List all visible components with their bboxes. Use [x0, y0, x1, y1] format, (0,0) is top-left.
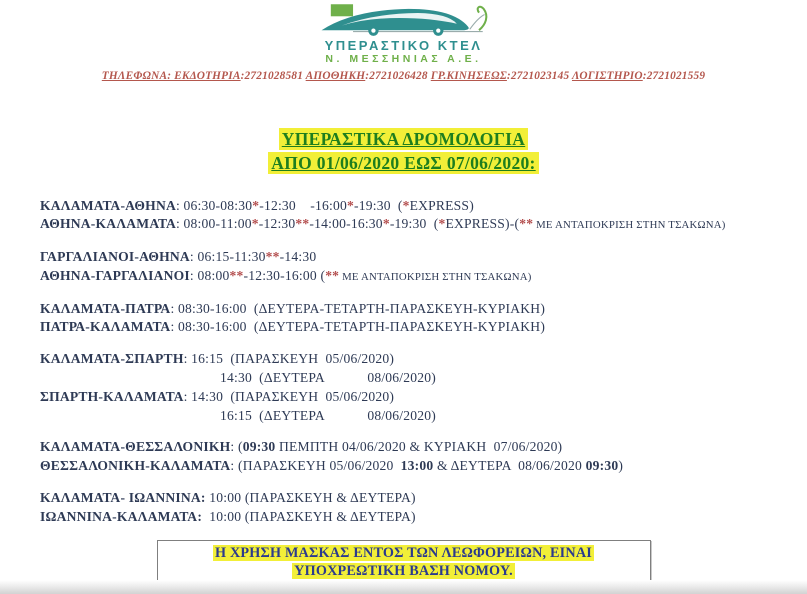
- phone-segment: :2721028581: [240, 69, 306, 82]
- express-asterisk: *: [347, 197, 354, 213]
- org-subname: Ν. ΜΕΣΣΗΝΙΑΣ Α.Ε.: [325, 53, 482, 65]
- express-asterisk: **: [295, 216, 310, 232]
- schedule-text: : 06:15-11:30: [189, 249, 266, 265]
- schedule-line: [40, 248, 807, 267]
- schedule-text: EXPRESS): [409, 197, 474, 213]
- schedule: [0, 197, 807, 527]
- schedule-text: -14:00-16:30: [309, 216, 383, 232]
- phone-segment: :2721021559: [642, 69, 706, 82]
- schedule-line: [40, 300, 807, 319]
- notice-line-2: [162, 562, 646, 581]
- schedule-text: -19:30 (: [389, 216, 439, 232]
- schedule-block: [40, 350, 807, 425]
- express-asterisk: *: [252, 197, 260, 213]
- schedule-text: : 14:30 (ΠΑΡΑΣΚΕΥΗ 05/06/2020): [183, 388, 395, 404]
- schedule-block: [40, 197, 807, 236]
- route-label: 09:30: [242, 439, 276, 455]
- schedule-line: [40, 318, 807, 337]
- schedule-line: [40, 438, 807, 457]
- schedule-text: : 08:30-16:00 (ΔΕΥΤΕΡΑ-ΤΕΤΑΡΤΗ-ΠΑΡΑΣΚΕΥΗ-ΚΥΡΙΑΚΗ): [170, 319, 546, 335]
- route-label: ΚΑΛΑΜΑΤΑ- ΙΩΑΝΝΙΝΑ:: [40, 490, 206, 506]
- header: [0, 0, 807, 65]
- express-asterisk: *: [438, 216, 446, 232]
- schedule-line: [40, 215, 807, 235]
- mask-notice-box: [157, 540, 651, 586]
- express-asterisk: **: [229, 267, 244, 283]
- express-asterisk: *: [382, 216, 390, 232]
- org-name: ΥΠΕΡΑΣΤΙΚΟ ΚΤΕΛ: [324, 38, 483, 53]
- schedule-text: -12:30-16:00 (: [243, 267, 326, 283]
- route-label: ΘΕΣΣΑΛΟΝΙΚΗ-ΚΑΛΑΜΑΤΑ: [40, 458, 231, 474]
- schedule-text: ): [618, 458, 624, 474]
- notice-text-1: Η ΧΡΗΣΗ ΜΑΣΚΑΣ ΕΝΤΟΣ ΤΩΝ ΛΕΩΦΟΡΕΙΩΝ, ΕΙΝΑΙ: [214, 544, 593, 561]
- schedule-block: [40, 489, 807, 527]
- route-label: 09:30: [585, 458, 619, 474]
- schedule-text: : 08:00: [189, 267, 230, 283]
- schedule-text: -14:30: [279, 249, 317, 265]
- schedule-text: : 06:30-08:30: [175, 197, 253, 213]
- schedule-text: : 08:30-16:00 (ΔΕΥΤΕΡΑ-ΤΕΤΑΡΤΗ-ΠΑΡΑΣΚΕΥΗ-ΚΥΡΙΑΚΗ): [170, 300, 546, 316]
- schedule-text: ΜΕ ΑΝΤΑΠΟΚΡΙΣΗ ΣΤΗΝ ΤΣΑΚΩΝΑ): [533, 219, 726, 232]
- route-label: ΣΠΑΡΤΗ-ΚΑΛΑΜΑΤΑ: [40, 388, 184, 404]
- bus-logo-icon: [316, 2, 492, 38]
- express-asterisk: **: [265, 249, 280, 265]
- route-label: ΠΑΤΡΑ-ΚΑΛΑΜΑΤΑ: [40, 319, 171, 335]
- express-asterisk: *: [251, 216, 259, 232]
- route-label: ΚΑΛΑΜΑΤΑ-ΣΠΑΡΤΗ: [40, 351, 184, 367]
- schedule-block: [40, 300, 807, 338]
- route-label: ΚΑΛΑΜΑΤΑ-ΑΘΗΝΑ: [40, 197, 176, 213]
- phone-segment: ΓΡ.ΚΙΝΗΣΕΩΣ: [430, 69, 507, 82]
- schedule-text: : (ΠΑΡΑΣΚΕΥΗ 05/06/2020: [230, 458, 401, 474]
- route-label: 13:00: [400, 458, 434, 474]
- schedule-line: [40, 407, 807, 426]
- phone-segment: ΤΗΛΕΦΩΝΑ: ΕΚΔΟΤΗΡΙΑ: [101, 69, 241, 82]
- schedule-text: -12:30 -16:00: [259, 197, 347, 213]
- schedule-text: : 16:15 (ΠΑΡΑΣΚΕΥΗ 05/06/2020): [183, 351, 395, 367]
- schedule-text: 10:00 (ΠΑΡΑΣΚΕΥΗ & ΔΕΥΤΕΡΑ): [202, 508, 416, 524]
- schedule-line: [40, 197, 807, 216]
- route-label: ΙΩΑΝΝΙΝΑ-ΚΑΛΑΜΑΤΑ:: [40, 508, 203, 524]
- logo-green-block: [330, 4, 352, 16]
- schedule-text: ΠΕΜΠΤΗ 04/06/2020 & ΚΥΡΙΑΚΗ 07/06/2020): [275, 439, 563, 455]
- phone-segment: :2721026428: [365, 69, 431, 82]
- schedule-line: [40, 388, 807, 407]
- schedule-line: [40, 267, 807, 287]
- schedule-text: 16:15 (ΔΕΥΤΕΡΑ 08/06/2020): [220, 407, 436, 423]
- title-text-2: ΑΠΟ 01/06/2020 ΕΩΣ 07/06/2020:: [268, 152, 538, 174]
- schedule-text: EXPRESS)-(: [445, 216, 520, 232]
- route-label: ΚΑΛΑΜΑΤΑ-ΠΑΤΡΑ: [40, 300, 171, 316]
- schedule-block: [40, 248, 807, 287]
- phone-segment: ΑΠΟΘΗΚΗ: [305, 69, 366, 82]
- title-text-1: ΥΠΕΡΑΣΤΙΚΑ ΔΡΟΜΟΛΟΓΙΑ: [279, 128, 528, 150]
- schedule-text: 14:30 (ΔΕΥΤΕΡΑ 08/06/2020): [220, 370, 436, 386]
- phone-segment: ΛΟΓΙΣΤΗΡΙΟ: [571, 69, 643, 82]
- phone-segment: :2721023145: [506, 69, 572, 82]
- schedule-line: [40, 508, 807, 527]
- route-label: ΑΘΗΝΑ-ΓΑΡΓΑΛΙΑΝΟΙ: [40, 267, 190, 283]
- page-title: [0, 128, 807, 176]
- schedule-line: [40, 350, 807, 369]
- ktel-logo: [316, 2, 492, 65]
- schedule-text: -19:30 (: [354, 197, 403, 213]
- express-asterisk: **: [325, 267, 340, 283]
- schedule-text: & ΔΕΥΤΕΡΑ 08/06/2020: [433, 458, 586, 474]
- schedule-line: [40, 457, 807, 476]
- express-asterisk: *: [402, 197, 410, 213]
- schedule-block: [40, 438, 807, 476]
- notice-text-2: ΥΠΟΧΡΕΩΤΙΚΗ ΒΑΣΗ ΝΟΜΟΥ.: [294, 563, 513, 580]
- route-label: ΚΑΛΑΜΑΤΑ-ΘΕΣΣΑΛΟΝΙΚΗ: [40, 439, 231, 455]
- schedule-text: : (: [230, 439, 243, 455]
- route-label: ΑΘΗΝΑ-ΚΑΛΑΜΑΤΑ: [40, 216, 176, 232]
- schedule-text: : 08:00-11:00: [175, 216, 252, 232]
- schedule-line: [40, 369, 807, 388]
- schedule-text: -12:30: [258, 216, 296, 232]
- schedule-line: [40, 489, 807, 508]
- route-label: ΓΑΡΓΑΛΙΑΝΟΙ-ΑΘΗΝΑ: [40, 249, 190, 265]
- title-line-2: [0, 152, 807, 176]
- schedule-text: 10:00 (ΠΑΡΑΣΚΕΥΗ & ΔΕΥΤΕΡΑ): [205, 490, 416, 506]
- page-bottom-edge: [0, 580, 807, 594]
- schedule-text: ΜΕ ΑΝΤΑΠΟΚΡΙΣΗ ΣΤΗΝ ΤΣΑΚΩΝΑ): [339, 270, 532, 283]
- phone-line: [0, 70, 807, 82]
- notice-line-1: [162, 544, 646, 563]
- title-line-1: [0, 128, 807, 152]
- express-asterisk: **: [519, 216, 534, 232]
